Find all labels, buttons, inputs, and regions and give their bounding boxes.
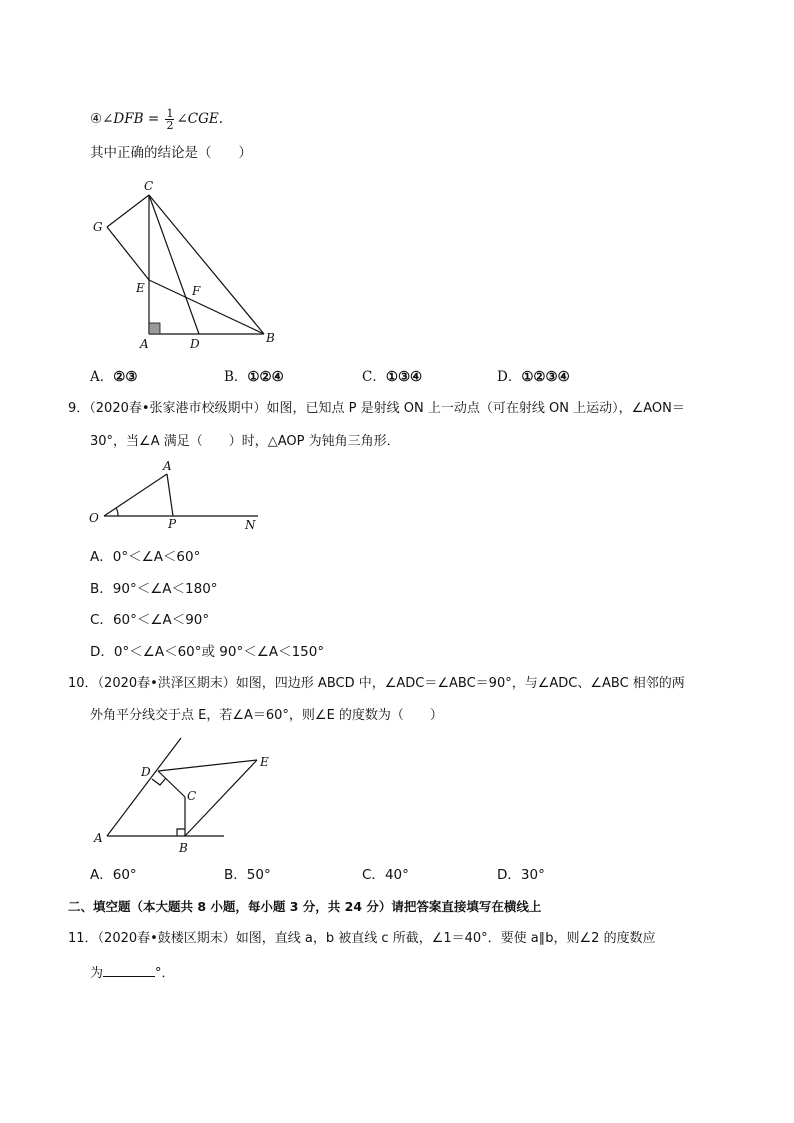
q8-option-a [90,368,137,386]
label-c: C [187,789,197,803]
option-text: ①②③④ [521,369,570,385]
option-text: ①③④ [385,369,423,385]
q8-option-c [362,368,422,386]
q8-item4 [90,108,223,131]
fraction-denominator: 2 [166,119,174,132]
segment-oa [104,474,167,516]
option-text: 50° [246,867,271,883]
option-text: 60° [112,867,137,883]
q9-option-b [90,580,218,598]
option-letter: A． [90,867,113,883]
label-g: G [93,220,103,234]
option-letter: C． [362,867,385,883]
segment-eb [149,280,264,334]
option-text: ②③ [113,369,138,385]
label-a: A [140,337,149,351]
option-letter: B． [90,581,113,597]
label-e: E [260,755,269,769]
section-2-heading: 二、填空题（本大题共 8 小题，每小题 3 分，共 24 分）请把答案直接填写在横线上 [68,899,542,914]
q10-option-b [224,866,271,884]
answer-blank[interactable] [103,962,155,977]
option-text: 0°＜∠A＜60° [112,549,201,565]
option-letter: D． [497,867,521,883]
segment-de [158,760,257,771]
label-b: B [266,331,275,345]
fraction-one-half [165,108,174,131]
segment-cd [149,195,199,334]
label-f: F [192,284,201,298]
q11-stem-line1: 11．（2020春•鼓楼区期末）如图，直线 a，b 被直线 c 所截，∠1＝40°．要使 a∥b，则∠2 的度数应 [68,931,656,946]
label-d: D [141,765,151,779]
label-p: P [168,517,177,531]
option-text: 90°＜∠A＜180° [112,581,218,597]
q8-option-b [224,368,284,386]
segment-ap [167,474,173,516]
option-text: 0°＜∠A＜60°或 90°＜∠A＜150° [113,644,325,660]
q9-option-c [90,611,209,629]
q9-stem-line1: 9．（2020春•张家港市校级期中）如图，已知点 P 是射线 ON 上一动点（可在射线 ON 上运动），∠AON＝ [68,401,685,416]
right-angle-marker-d [152,778,166,785]
q9-option-a [90,548,200,566]
angle-dfb: ∠DFB [102,111,144,127]
q10-option-a [90,866,137,884]
option-letter: A． [90,549,113,565]
q10-option-d [497,866,545,884]
label-d: D [190,337,200,351]
option-letter: A． [90,369,114,385]
fraction-numerator: 1 [166,107,174,120]
circled-number-4: ④ [90,111,103,127]
segment-ge [107,227,149,280]
q8-prompt: 其中正确的结论是（ ） [90,145,252,161]
angle-arc-o [116,508,118,516]
q9-stem-line2: 30°，当∠A 满足（ ）时，△AOP 为钝角三角形． [90,434,400,449]
period: . [218,111,224,127]
option-letter: B． [224,369,248,385]
angle-cge: ∠CGE [176,111,219,127]
label-a: A [163,459,172,473]
segment-gc [107,195,149,227]
segment-be [185,760,257,836]
right-angle-marker [149,323,160,334]
label-e: E [136,281,145,295]
option-text: 30° [520,867,545,883]
option-letter: D． [497,369,522,385]
q9-option-d [90,643,324,661]
q10-option-c [362,866,409,884]
option-letter: B． [224,867,247,883]
label-o: O [89,511,99,525]
label-c: C [144,179,154,193]
label-n: N [245,518,256,532]
line-ad-extended [107,738,181,836]
segment-cb [149,195,264,334]
option-text: 60°＜∠A＜90° [112,612,210,628]
q11-stem-line2 [90,962,175,983]
q10-stem-line2: 外角平分线交于点 E，若∠A＝60°，则∠E 的度数为（ ） [90,708,443,723]
q10-stem-line1: 10．（2020春•洪泽区期末）如图，四边形 ABCD 中，∠ADC＝∠ABC＝90°，与∠ADC、∠ABC 相邻的两 [68,676,685,691]
label-b: B [179,841,188,855]
q11-suffix: °． [155,966,175,981]
option-letter: C． [90,612,113,628]
right-angle-marker-b [177,829,185,836]
option-letter: C． [362,369,386,385]
option-letter: D． [90,644,114,660]
q8-option-d [497,368,570,386]
option-text: ①②④ [247,369,284,385]
label-a: A [94,831,103,845]
equals-sign: = [147,111,160,127]
q11-prefix: 为 [90,966,104,981]
segment-dc [158,771,185,797]
option-text: 40° [384,867,409,883]
